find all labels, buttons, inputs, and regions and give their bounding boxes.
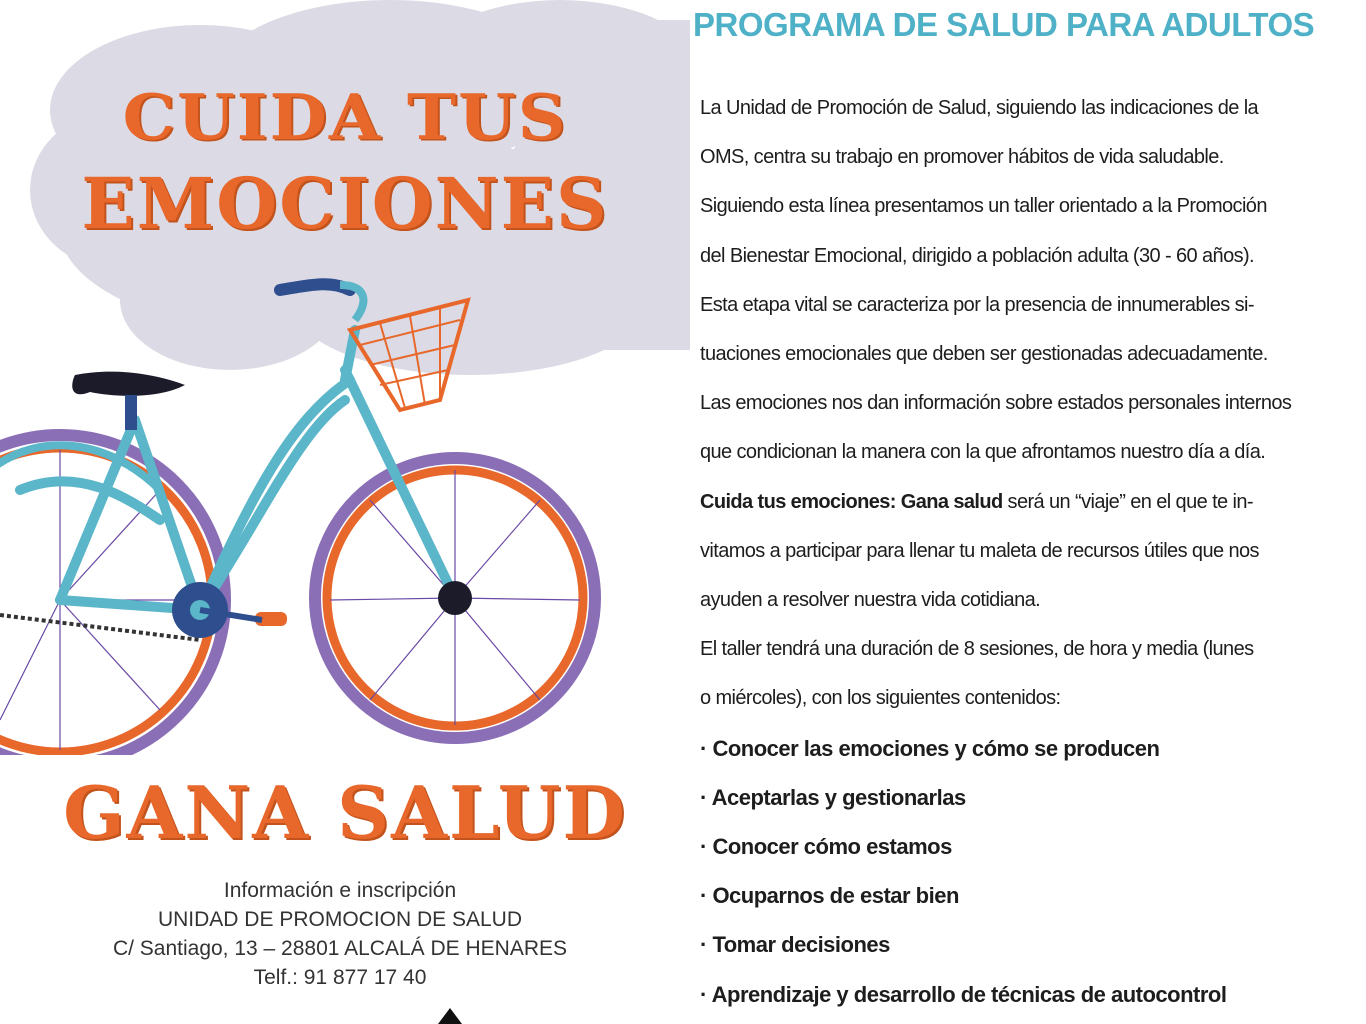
list-item: · Conocer las emociones y cómo se producen — [700, 735, 1160, 761]
highlight-line — [700, 478, 1318, 527]
body-line: Esta etapa vital se caracteriza por la presencia de innumerables si- — [700, 293, 1254, 316]
body-line: que condicionan la manera con la que afrontamos nuestro día a día. — [700, 441, 1266, 464]
article-panel — [683, 0, 1366, 1024]
list-item: · Tomar decisiones — [700, 932, 890, 958]
highlight-rest: será un “viaje” en el que te in- — [1002, 490, 1253, 513]
logo-fragment — [430, 1008, 470, 1024]
body-line: tuaciones emocionales que deben ser gestionadas adecuadamente. — [700, 343, 1268, 366]
headline-line2: EMOCIONES — [81, 162, 609, 245]
body-line: La Unidad de Promoción de Salud, siguiendo las indicaciones de la — [700, 97, 1259, 119]
contact-line: UNIDAD DE PROMOCION DE SALUD — [157, 908, 523, 931]
body-line: ayuden a resolver nuestra vida cotidiana. — [700, 589, 1041, 612]
body-line: Las emociones nos dan información sobre estados personales internos — [700, 392, 1292, 415]
headline-bottom: GANA SALUD — [63, 770, 627, 855]
content-list — [700, 724, 1318, 1019]
list-item: · Aprendizaje y desarrollo de técnicas de autocontrol — [700, 981, 1227, 1007]
body-line: El taller tendrá una duración de 8 sesiones, de hora y media (lunes — [700, 638, 1254, 661]
bicycle-illustration — [0, 255, 690, 755]
contact-line: C/ Santiago, 13 – 28801 ALCALÁ DE HENARES — [112, 937, 568, 960]
body-line: vitamos a participar para llenar tu maleta de recursos útiles que nos — [700, 539, 1259, 562]
list-item: · Conocer cómo estamos — [700, 834, 952, 860]
contact-line: Información e inscripción — [223, 879, 457, 902]
contact-info — [40, 876, 640, 992]
article-body — [700, 84, 1318, 1019]
list-item: · Ocuparnos de estar bien — [700, 883, 959, 909]
headline-line1: CUIDA TUS — [122, 79, 568, 155]
body-line: del Bienestar Emocional, dirigido a población adulta (30 - 60 años). — [700, 244, 1255, 267]
body-line: OMS, centra su trabajo en promover hábitos de vida saludable. — [700, 146, 1224, 169]
list-item: · Aceptarlas y gestionarlas — [700, 784, 966, 810]
article-title: PROGRAMA DE SALUD PARA ADULTOS — [693, 6, 1315, 43]
body-line: o miércoles), con los siguientes contenidos: — [700, 687, 1061, 710]
contact-line: Telf.: 91 877 17 40 — [253, 966, 427, 989]
highlight-bold: Cuida tus emociones: Gana salud — [700, 490, 1003, 513]
body-line: Siguiendo esta línea presentamos un taller orientado a la Promoción — [700, 195, 1267, 218]
